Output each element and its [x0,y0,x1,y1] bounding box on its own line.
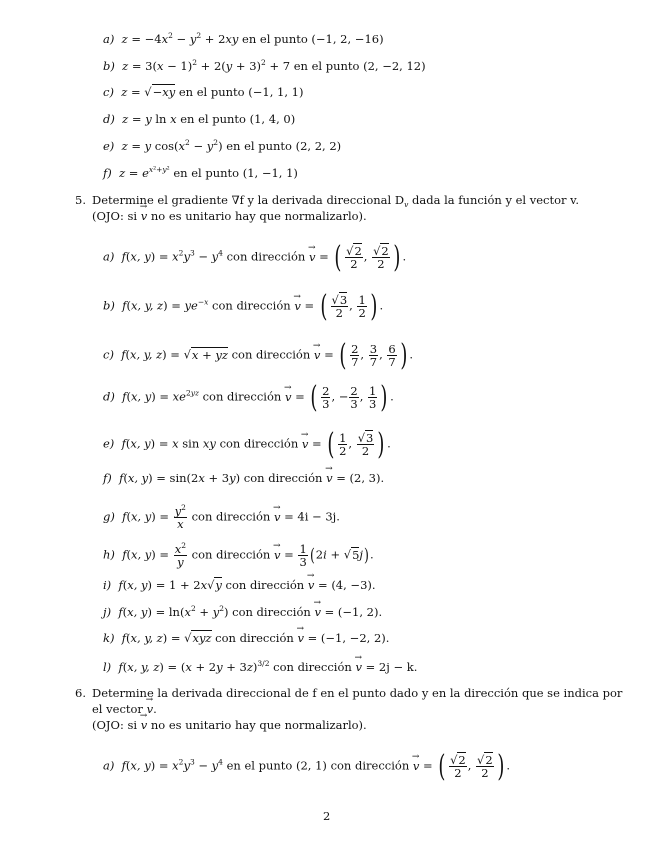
ex5-item-a: a) f(x, $y) = x^2y^3 - y^4$ con dirección → v = ( $\frac{√2}{2}$ , $\frac{√2}{2}$ ) . [103,245,406,270]
ex5-item-l: l) f(x, y, $z) = (x + 2y + 3z)^{3/2}$ con dirección → v = 2j − k. [103,660,417,674]
ex5-item-j: j) f(x, $y) = \ln(x^2 + y^2)$ con dirección → v = (−1, 2). [103,605,382,619]
ex5-item-i: i) f(x, y) = 1 + 2x√y con dirección → v = (4, −3). [103,578,376,592]
ex5-item-h: h) f(x, y) = $\frac{x^2}{y}$ con dirección → v = $\frac{1}{3}$ (2i + √5j). [103,543,374,568]
ex5-item-b: b) f(x, y, $z) = ye^{-x}$ con dirección → v = ( $\frac{√3}{2}$ , $\frac{1}{2}$ ) . [103,294,383,319]
ex5-item-f: f) f(x, y) = sin(2x + 3y) con dirección → v = (2, 3). [103,471,384,485]
exercise-6-note: (OJO: si → v no es unitario hay que normalizarlo). [92,718,367,732]
exercise-item-c: c) z = √−xy en el punto (−1, 1, 1) [103,85,304,99]
exercise-item-a: a) $z = -4x^2 - y^2 + 2xy$ en el punto (−1, 2, −16) [103,31,384,46]
exercise-item-e: e) z = y $\cos(x^2 - y^2)$ en el punto (2, 2, 2) [103,138,342,153]
exercise-item-f: f) $z = e^{x^2+y^2}$ en el punto (1, −1, 1) [103,165,298,180]
ex5-item-g: g) f(x, y) = $\frac{y^2}{x}$ con dirección → v = 4i − 3j. [103,505,340,530]
ex5-item-e: e) f(x, y) = x sin xy con dirección → v = ( $\frac{1}{2}$ , $\frac{√3}{2}$ ) . [103,432,391,457]
exercise-5-statement: Determine el gradiente ∇f y la derivada direccional $D_v$ dada la función y el vector v. [92,193,579,209]
ex5-item-d: d) f(x, $y) = xe^{2yz}$ con dirección → v = ( $\frac{2}{3}$ , − $\frac{2}{3}$ , $\frac{1}{3}$ ) . [103,385,394,410]
exercise-number-5: 5. [75,193,86,207]
ex5-item-k: k) f(x, y, z) = √xyz con dirección → v = (−1, −2, 2). [103,631,389,645]
exercise-5-note: (OJO: si → v no es unitario hay que normalizarlo). [92,209,367,223]
exercise-6-statement-cont: el vector → v. [92,702,157,716]
exercise-item-b: b) $z = 3(x - 1)^2 + 2(y + 3)^2 + 7$ en el punto (2, −2, 12) [103,58,426,73]
ex5-item-c: c) f(x, y, z) = √x + yz con dirección → v = ( $\frac{2}{7}$ , $\frac{3}{7}$ , $\frac{6}{7}$ ) . [103,343,413,368]
ex6-item-a: a) f(x, $y) = x^2y^3 - y^4$ en el punto (2, 1) con dirección → v = ( $\frac{√2}{2}$ , $\frac{√2}{2}$ ) . [103,754,510,779]
exercise-6-statement: Determine la derivada direccional de f en el punto dado y en la dirección que se indica por [92,686,623,700]
exercise-item-d: d) z = y ln x en el punto (1, 4, 0) [103,112,296,126]
exercise-number-6: 6. [75,686,86,700]
page-number: 2 [323,809,331,823]
